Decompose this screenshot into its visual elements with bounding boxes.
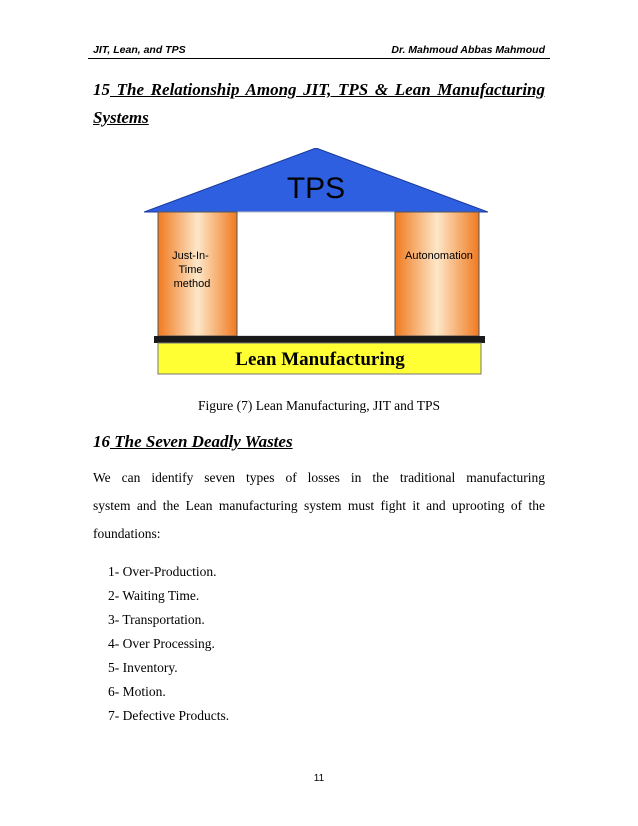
figure-caption: Figure (7) Lean Manufacturing, JIT and TPS	[197, 398, 441, 413]
list-item: 7- Defective Products.	[108, 708, 230, 723]
jit-label-line1: Just-In-	[172, 250, 209, 262]
section-15-heading	[93, 76, 545, 104]
running-header-title: JIT, Lean, and TPS	[93, 44, 186, 56]
list-item: 5- Inventory.	[108, 660, 178, 675]
section-15-heading-continued	[93, 104, 545, 132]
running-header-author: Dr. Mahmoud Abbas Mahmoud	[391, 44, 545, 56]
list-item: 2- Waiting Time.	[108, 588, 200, 603]
jit-label-line3: method	[173, 278, 211, 290]
list-item: 3- Transportation.	[108, 612, 205, 627]
header-divider	[88, 58, 550, 59]
paragraph-line: system and the Lean manufacturing system must fight it and uprooting of the	[93, 498, 545, 513]
autonomation-label: Autonomation	[405, 250, 473, 262]
section-15-title: The Relationship Among JIT, TPS & Lean Manufacturing	[110, 80, 545, 99]
house-foundation	[154, 336, 485, 343]
section-16-heading	[93, 428, 545, 456]
section-16-number: 16	[93, 432, 110, 451]
jit-label-line2: Time	[178, 264, 203, 276]
section-16-title: The Seven Deadly Wastes	[110, 432, 293, 451]
wastes-list	[108, 560, 229, 728]
page-number: 11	[313, 773, 325, 784]
section-15-title-line2: Systems	[93, 108, 149, 127]
list-item: 1- Over-Production.	[108, 564, 217, 579]
section-15-number: 15	[93, 80, 110, 99]
list-item: 4- Over Processing.	[108, 636, 215, 651]
list-item: 6- Motion.	[108, 684, 166, 699]
paragraph-line: foundations:	[93, 526, 161, 541]
tps-house-diagram	[144, 148, 488, 376]
house-wall	[237, 212, 395, 336]
lean-manufacturing-label: Lean Manufacturing	[235, 349, 405, 370]
autonomation-pillar	[395, 212, 479, 336]
tps-roof-label: TPS	[286, 172, 346, 205]
paragraph-line: We can identify seven types of losses in the traditional manufacturing	[93, 470, 545, 485]
